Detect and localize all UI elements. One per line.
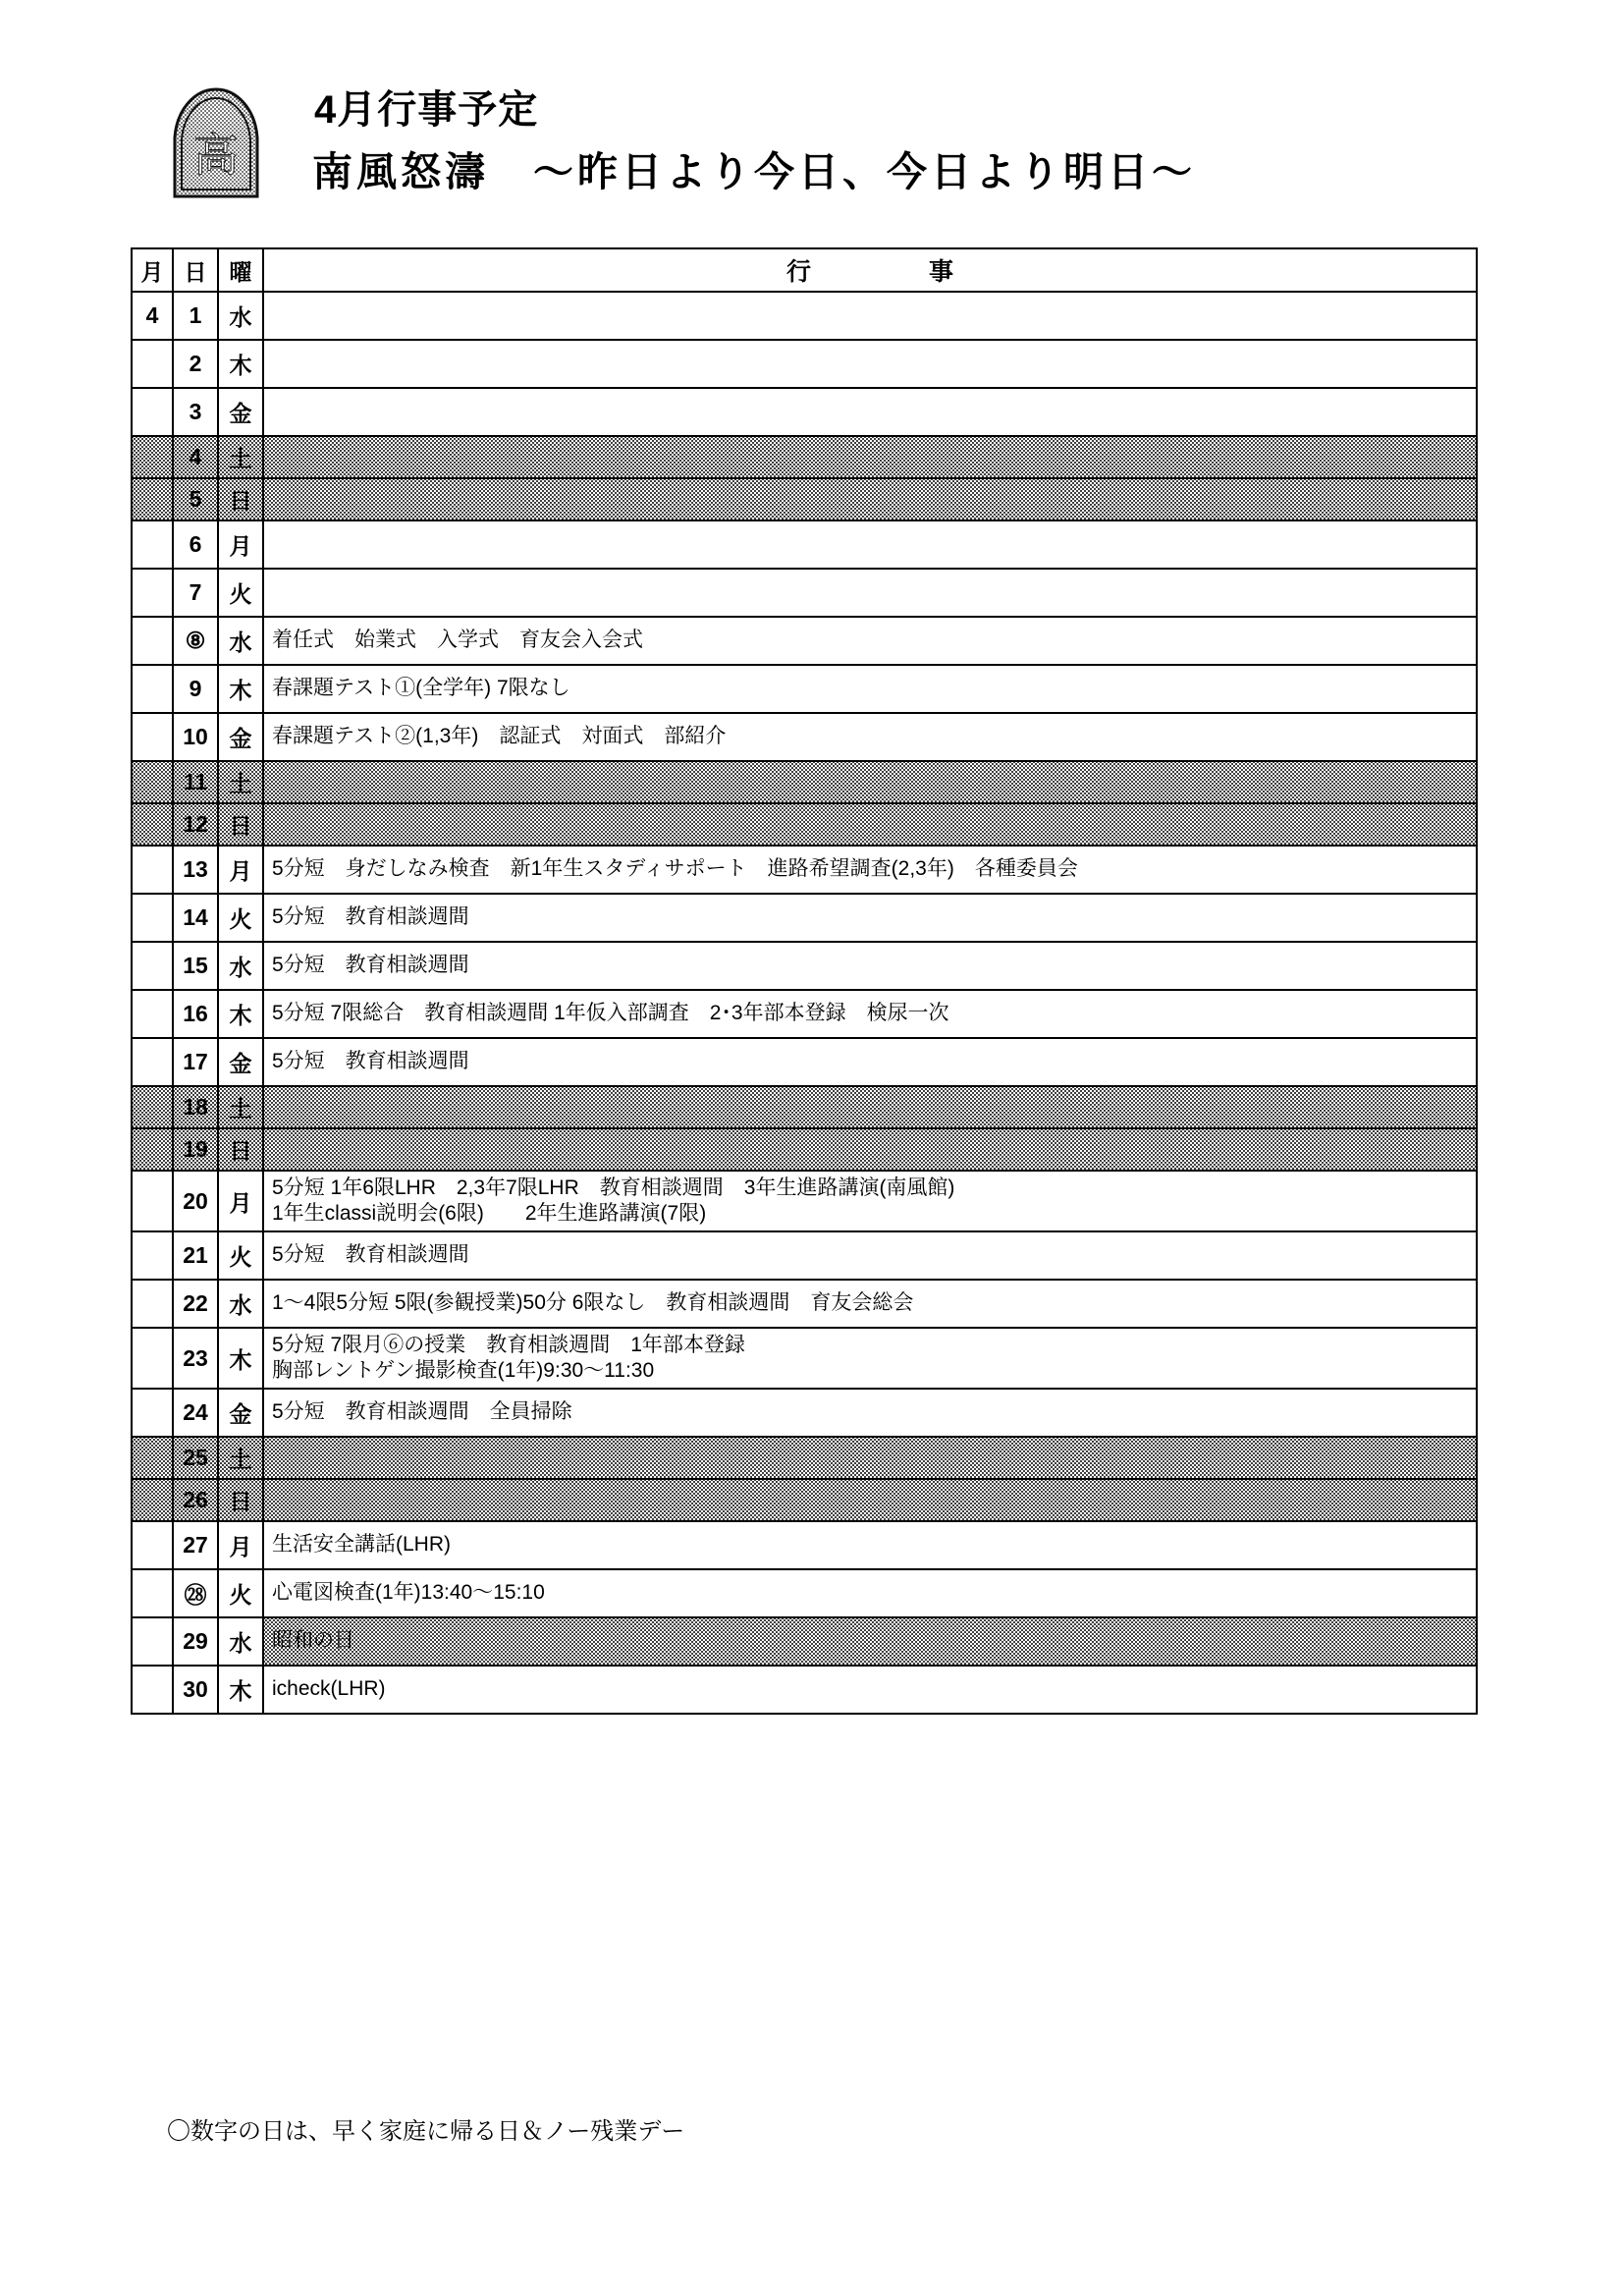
cell-events xyxy=(263,478,1477,520)
cell-day: 7 xyxy=(173,569,218,617)
cell-month xyxy=(132,1231,173,1280)
cell-day: 17 xyxy=(173,1038,218,1086)
cell-day: 5 xyxy=(173,478,218,520)
table-row xyxy=(132,1666,1477,1714)
cell-dow: 金 xyxy=(218,1389,263,1437)
cell-dow: 木 xyxy=(218,1666,263,1714)
cell-dow: 日 xyxy=(218,478,263,520)
cell-day: 23 xyxy=(173,1328,218,1389)
table-row xyxy=(132,1038,1477,1086)
cell-dow: 木 xyxy=(218,665,263,713)
cell-events xyxy=(263,713,1477,761)
cell-day: ㉘ xyxy=(173,1569,218,1617)
table-row xyxy=(132,1437,1477,1479)
event-text: 5分短 教育相談週間 xyxy=(272,954,469,977)
table-row xyxy=(132,990,1477,1038)
table-row xyxy=(132,520,1477,569)
table-header-row xyxy=(132,248,1477,292)
cell-dow: 月 xyxy=(218,846,263,894)
table-row xyxy=(132,665,1477,713)
cell-month xyxy=(132,1086,173,1128)
cell-day: 1 xyxy=(173,292,218,340)
cell-dow: 金 xyxy=(218,1038,263,1086)
table-row xyxy=(132,846,1477,894)
cell-dow: 水 xyxy=(218,1280,263,1328)
cell-events xyxy=(263,1479,1477,1521)
cell-events xyxy=(263,1280,1477,1328)
cell-events xyxy=(263,1617,1477,1666)
cell-day: 13 xyxy=(173,846,218,894)
school-crest-icon xyxy=(165,86,267,202)
table-row xyxy=(132,894,1477,942)
cell-events xyxy=(263,292,1477,340)
cell-dow: 火 xyxy=(218,894,263,942)
cell-dow: 木 xyxy=(218,340,263,388)
event-text: 5分短 教育相談週間 全員掃除 xyxy=(272,1400,572,1424)
table-row xyxy=(132,1389,1477,1437)
event-text: 胸部レントゲン撮影検査(1年)9:30〜11:30 xyxy=(272,1359,655,1382)
cell-events xyxy=(263,340,1477,388)
cell-events xyxy=(263,617,1477,665)
event-text: icheck(LHR) xyxy=(272,1677,386,1701)
column-header-dow: 曜 xyxy=(218,248,263,292)
cell-dow: 日 xyxy=(218,803,263,846)
cell-month xyxy=(132,1569,173,1617)
table-row xyxy=(132,436,1477,478)
event-text: 5分短 教育相談週間 xyxy=(272,1243,469,1267)
cell-day: 19 xyxy=(173,1128,218,1171)
event-text: 生活安全講話(LHR) xyxy=(272,1533,451,1557)
cell-events xyxy=(263,1171,1477,1231)
event-text: 1〜4限5分短 5限(参観授業)50分 6限なし 教育相談週間 育友会総会 xyxy=(272,1291,914,1315)
cell-month xyxy=(132,478,173,520)
cell-dow: 火 xyxy=(218,1569,263,1617)
cell-day: 12 xyxy=(173,803,218,846)
cell-day: 2 xyxy=(173,340,218,388)
table-row xyxy=(132,713,1477,761)
cell-day: 10 xyxy=(173,713,218,761)
table-row xyxy=(132,1521,1477,1569)
cell-month xyxy=(132,1038,173,1086)
cell-month xyxy=(132,665,173,713)
table-row xyxy=(132,1086,1477,1128)
cell-day: 11 xyxy=(173,761,218,803)
event-text: 昭和の日 xyxy=(272,1629,354,1653)
cell-day: 26 xyxy=(173,1479,218,1521)
cell-dow: 土 xyxy=(218,761,263,803)
cell-day: 15 xyxy=(173,942,218,990)
cell-month xyxy=(132,1128,173,1171)
cell-events xyxy=(263,942,1477,990)
cell-day: ⑧ xyxy=(173,617,218,665)
cell-day: 9 xyxy=(173,665,218,713)
cell-month xyxy=(132,1280,173,1328)
table-row xyxy=(132,340,1477,388)
column-header-day: 日 xyxy=(173,248,218,292)
cell-month xyxy=(132,1389,173,1437)
cell-dow: 火 xyxy=(218,569,263,617)
cell-day: 4 xyxy=(173,436,218,478)
table-row xyxy=(132,1231,1477,1280)
cell-events xyxy=(263,803,1477,846)
cell-events xyxy=(263,1086,1477,1128)
event-text: 1年生classi説明会(6限) 2年生進路講演(7限) xyxy=(272,1202,707,1225)
table-row xyxy=(132,1479,1477,1521)
cell-dow: 土 xyxy=(218,1437,263,1479)
cell-events xyxy=(263,436,1477,478)
cell-events xyxy=(263,1128,1477,1171)
cell-month xyxy=(132,1437,173,1479)
table-row xyxy=(132,1328,1477,1389)
cell-events xyxy=(263,569,1477,617)
page-subtitle: 南風怒濤 〜昨日より今日、今日より明日〜 xyxy=(312,148,1196,195)
cell-month xyxy=(132,436,173,478)
cell-events xyxy=(263,520,1477,569)
cell-dow: 月 xyxy=(218,1171,263,1231)
cell-day: 21 xyxy=(173,1231,218,1280)
column-header-events-2: 事 xyxy=(929,258,954,286)
table-row xyxy=(132,1569,1477,1617)
table-row xyxy=(132,569,1477,617)
event-text: 5分短 教育相談週間 xyxy=(272,905,469,929)
cell-month xyxy=(132,1479,173,1521)
cell-month xyxy=(132,713,173,761)
cell-day: 24 xyxy=(173,1389,218,1437)
table-row xyxy=(132,803,1477,846)
cell-dow: 日 xyxy=(218,1479,263,1521)
cell-day: 22 xyxy=(173,1280,218,1328)
cell-month xyxy=(132,520,173,569)
cell-events xyxy=(263,388,1477,436)
cell-month xyxy=(132,388,173,436)
cell-day: 27 xyxy=(173,1521,218,1569)
cell-month xyxy=(132,1666,173,1714)
event-text: 5分短 身だしなみ検査 新1年生スタディサポート 進路希望調査(2,3年) 各種委員会 xyxy=(272,857,1078,881)
cell-dow: 木 xyxy=(218,1328,263,1389)
cell-month xyxy=(132,803,173,846)
cell-dow: 水 xyxy=(218,292,263,340)
cell-month xyxy=(132,942,173,990)
cell-events xyxy=(263,846,1477,894)
cell-day: 3 xyxy=(173,388,218,436)
table-row xyxy=(132,942,1477,990)
table-row xyxy=(132,1617,1477,1666)
cell-events xyxy=(263,1389,1477,1437)
cell-dow: 水 xyxy=(218,617,263,665)
cell-month xyxy=(132,1521,173,1569)
footnote: 〇数字の日は、早く家庭に帰る日＆ノー残業デー xyxy=(167,2118,685,2145)
cell-dow: 月 xyxy=(218,1521,263,1569)
cell-day: 30 xyxy=(173,1666,218,1714)
cell-dow: 水 xyxy=(218,942,263,990)
cell-dow: 金 xyxy=(218,713,263,761)
cell-day: 6 xyxy=(173,520,218,569)
cell-month: 4 xyxy=(132,292,173,340)
cell-month xyxy=(132,617,173,665)
cell-events xyxy=(263,894,1477,942)
event-text: 心電図検査(1年)13:40〜15:10 xyxy=(272,1581,545,1605)
cell-dow: 木 xyxy=(218,990,263,1038)
cell-dow: 月 xyxy=(218,520,263,569)
cell-month xyxy=(132,761,173,803)
cell-dow: 火 xyxy=(218,1231,263,1280)
cell-events xyxy=(263,665,1477,713)
cell-month xyxy=(132,1171,173,1231)
cell-day: 25 xyxy=(173,1437,218,1479)
table-row xyxy=(132,388,1477,436)
cell-dow: 水 xyxy=(218,1617,263,1666)
table-row xyxy=(132,478,1477,520)
event-text: 5分短 教育相談週間 xyxy=(272,1050,469,1073)
svg-text:高: 高 xyxy=(193,129,239,182)
event-text: 5分短 1年6限LHR 2,3年7限LHR 教育相談週間 3年生進路講演(南風館) xyxy=(272,1175,955,1199)
cell-month xyxy=(132,894,173,942)
cell-events xyxy=(263,1666,1477,1714)
cell-events xyxy=(263,1328,1477,1389)
column-header-events-1: 行 xyxy=(785,258,811,286)
event-text: 春課題テスト②(1,3年) 認証式 対面式 部紹介 xyxy=(272,725,727,748)
cell-dow: 土 xyxy=(218,1086,263,1128)
table-row xyxy=(132,1128,1477,1171)
cell-month xyxy=(132,569,173,617)
cell-month xyxy=(132,1328,173,1389)
event-text: 5分短 7限総合 教育相談週間 1年仮入部調査 2･3年部本登録 検尿一次 xyxy=(272,1002,949,1025)
cell-events xyxy=(263,1569,1477,1617)
cell-month xyxy=(132,846,173,894)
table-row xyxy=(132,761,1477,803)
column-header-events xyxy=(263,248,1477,292)
cell-day: 14 xyxy=(173,894,218,942)
cell-dow: 金 xyxy=(218,388,263,436)
cell-events xyxy=(263,761,1477,803)
cell-events xyxy=(263,990,1477,1038)
cell-month xyxy=(132,340,173,388)
column-header-month: 月 xyxy=(132,248,173,292)
cell-events xyxy=(263,1231,1477,1280)
cell-dow: 日 xyxy=(218,1128,263,1171)
table-row xyxy=(132,617,1477,665)
cell-events xyxy=(263,1521,1477,1569)
cell-month xyxy=(132,990,173,1038)
cell-events xyxy=(263,1437,1477,1479)
page-title: 4月行事予定 xyxy=(314,88,539,132)
schedule-table xyxy=(131,247,1478,1715)
event-text: 春課題テスト①(全学年) 7限なし xyxy=(272,677,570,700)
cell-events xyxy=(263,1038,1477,1086)
cell-day: 20 xyxy=(173,1171,218,1231)
cell-dow: 土 xyxy=(218,436,263,478)
table-row xyxy=(132,292,1477,340)
table-row xyxy=(132,1171,1477,1231)
event-text: 5分短 7限月⑥の授業 教育相談週間 1年部本登録 xyxy=(272,1333,745,1356)
cell-day: 18 xyxy=(173,1086,218,1128)
event-text: 着任式 始業式 入学式 育友会入会式 xyxy=(272,629,643,652)
cell-month xyxy=(132,1617,173,1666)
table-row xyxy=(132,1280,1477,1328)
document-header xyxy=(147,79,1483,206)
cell-day: 29 xyxy=(173,1617,218,1666)
cell-day: 16 xyxy=(173,990,218,1038)
